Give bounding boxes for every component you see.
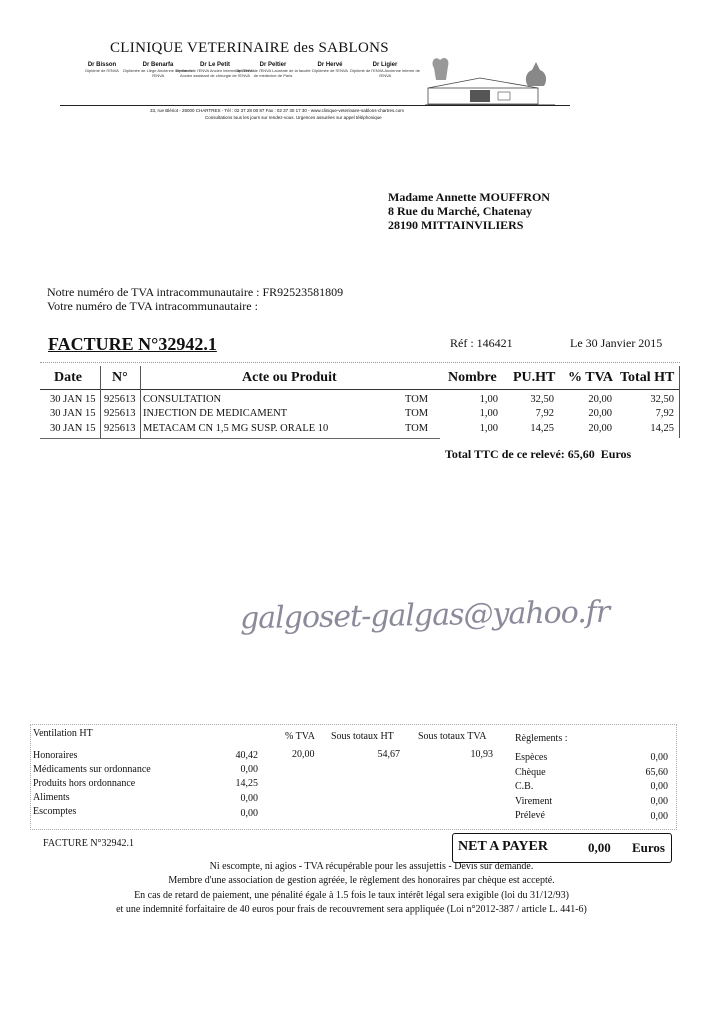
ventilation-label: Produits hors ordonnance — [33, 778, 136, 789]
net-to-pay-currency: Euros — [632, 840, 665, 855]
row-quantity: 1,00 — [479, 423, 498, 434]
ventilation-label: Ventilation HT — [33, 728, 93, 739]
total-ttc-currency: Euros — [600, 447, 632, 461]
header-divider — [60, 105, 570, 106]
col-header-vat: % TVA — [568, 370, 614, 385]
clinic-logo — [420, 50, 560, 110]
subtotal-ht-header: Sous totaux HT — [331, 731, 394, 742]
row-unit-price: 14,25 — [530, 423, 554, 434]
payment-method: Espèces — [515, 752, 548, 763]
our-vat-number: Notre numéro de TVA intracommunautaire : FR92523581809 — [47, 285, 344, 299]
payment-amount: 0,00 — [650, 796, 668, 807]
tva-rate: 20,00 — [292, 749, 315, 760]
payment-amount: 65,60 — [645, 767, 668, 778]
doctor-name: Dr Le Petit — [199, 62, 230, 68]
row-number: 925613 — [104, 408, 136, 419]
col-header-act: Acte ou Produit — [242, 370, 337, 385]
row-unit-price: 7,92 — [535, 408, 554, 419]
payment-method: Virement — [515, 796, 553, 807]
row-vat: 20,00 — [588, 394, 612, 405]
row-act: CONSULTATION — [143, 394, 222, 405]
subtotal-tva: 10,93 — [470, 749, 493, 760]
row-date: 30 JAN 15 — [50, 394, 96, 405]
net-to-pay-label: NET A PAYER — [458, 839, 548, 854]
clinic-address: 33, rue Blériot - 28000 CHARTRES - Tél : 02 37 28 00 87 Fax : 02 37 30 17 30 - www.clinique-veterinaire-sablons-chartres.com — [150, 108, 404, 113]
col-header-date: Date — [54, 370, 82, 385]
invoice-reference: Réf : 146421 — [450, 336, 513, 350]
net-to-pay-amount: 0,00 — [588, 840, 611, 855]
row-act: INJECTION DE MEDICAMENT — [143, 408, 288, 419]
col-header-quantity: Nombre — [448, 370, 497, 385]
col-header-unit-price: PU.HT — [513, 370, 556, 385]
recipient-address — [388, 190, 550, 232]
doctor-name: Dr Ligier — [372, 62, 398, 68]
row-total: 32,50 — [650, 394, 674, 405]
row-number: 925613 — [104, 394, 136, 405]
doctor-credentials: Diplômée de l'ENVA — [312, 68, 348, 73]
row-quantity: 1,00 — [479, 408, 498, 419]
col-header-number: N° — [112, 370, 128, 385]
doctor-ligier — [345, 62, 425, 78]
row-animal: TOM — [405, 408, 429, 419]
ventilation-label: Escomptes — [33, 806, 77, 817]
row-animal: TOM — [405, 394, 429, 405]
your-vat-number: Votre numéro de TVA intracommunautaire : — [47, 299, 258, 313]
ventilation-value: 0,00 — [240, 793, 258, 804]
payment-amount: 0,00 — [650, 752, 668, 763]
row-date: 30 JAN 15 — [50, 408, 96, 419]
column-divider — [100, 366, 101, 438]
ventilation-value: 14,25 — [235, 778, 258, 789]
recipient-street: 8 Rue du Marché, Chatenay — [388, 204, 533, 218]
legal-line: En cas de retard de paiement, une pénalité égale à 1.5 fois le taux intérêt légal sera exigible (loi du 31/12/93) — [134, 890, 569, 901]
table-header-divider — [40, 389, 680, 390]
legal-line: et une indemnité forfaitaire de 40 euros pour frais de recouvrement sera appliquée (Loi n°2012-387 / article L. 441-6) — [116, 904, 587, 915]
row-quantity: 1,00 — [479, 394, 498, 405]
clinic-hours: Consultations tous les jours sur rendez-vous. Urgences assurées sur appel téléphonique — [205, 115, 382, 120]
row-unit-price: 32,50 — [530, 394, 554, 405]
row-animal: TOM — [405, 423, 429, 434]
payment-amount: 0,00 — [650, 781, 668, 792]
ventilation-value: 0,00 — [240, 764, 258, 775]
row-act: METACAM CN 1,5 MG SUSP. ORALE 10 — [143, 423, 329, 434]
payment-method: Chèque — [515, 767, 546, 778]
invoice-title: FACTURE N°32942.1 — [48, 334, 217, 354]
handwritten-email: galgoset-galgas@yahoo.fr — [239, 594, 610, 637]
doctor-credentials: Diplômé de l'ENVA Ancien interne de l'ENVA Ancien assistant de chirurgie de l'ENVA — [175, 68, 255, 78]
ventilation-label: Aliments — [33, 792, 70, 803]
column-divider — [140, 366, 141, 438]
ventilation-label: Honoraires — [33, 750, 78, 761]
row-date: 30 JAN 15 — [50, 423, 96, 434]
row-total: 7,92 — [655, 408, 674, 419]
column-divider — [679, 366, 680, 438]
total-ttc — [445, 447, 631, 462]
footer-invoice-ref: FACTURE N°32942.1 — [43, 838, 135, 849]
doctor-name: Dr Peltier — [259, 62, 287, 68]
clinic-name: CLINIQUE VETERINAIRE des SABLONS — [110, 40, 389, 56]
doctor-name: Dr Hervé — [317, 62, 343, 68]
recipient-name: Madame Annette MOUFFRON — [388, 190, 550, 204]
row-total: 14,25 — [650, 423, 674, 434]
doctor-credentials: Diplômée de l'ENVA Lauréate de la faculté de médecine de Paris — [235, 68, 311, 78]
legal-line: Ni escompte, ni agios - TVA récupérable pour les assujettis - Devis sur demande. — [209, 861, 534, 872]
doctor-credentials: Diplômé de l'ENVA — [85, 68, 119, 73]
row-number: 925613 — [104, 423, 136, 434]
subtotal-ht: 54,67 — [377, 749, 400, 760]
doctor-credentials: Diplômée de Liège Ancienne interne de l'ENVA — [123, 68, 193, 78]
payment-method: C.B. — [515, 781, 534, 792]
doctor-credentials: Diplômé de l'ENVA Ancienne interne de l'ENVA — [350, 68, 420, 78]
invoice-date: Le 30 Janvier 2015 — [570, 336, 663, 350]
payment-method: Prélevé — [515, 810, 545, 821]
subtotal-tva-header: Sous totaux TVA — [418, 731, 487, 742]
ventilation-label: Médicaments sur ordonnance — [33, 764, 151, 775]
row-vat: 20,00 — [588, 408, 612, 419]
ventilation-value: 40,42 — [235, 750, 258, 761]
legal-line: Membre d'une association de gestion agréée, le règlement des honoraires par chèque est accepté. — [168, 875, 555, 886]
payments-label: Règlements : — [515, 733, 568, 744]
recipient-city: 28190 MITTAINVILIERS — [388, 218, 524, 232]
col-header-total: Total HT — [620, 370, 675, 385]
total-ttc-label: Total TTC de ce relevé: 65,60 — [445, 447, 595, 461]
ventilation-value: 0,00 — [240, 808, 258, 819]
table-bottom-divider — [40, 438, 440, 439]
doctor-name: Dr Bisson — [87, 62, 117, 68]
tva-header: % TVA — [285, 731, 315, 742]
payment-amount: 0,00 — [650, 811, 668, 822]
row-vat: 20,00 — [588, 423, 612, 434]
doctor-name: Dr Benarfa — [142, 62, 174, 68]
